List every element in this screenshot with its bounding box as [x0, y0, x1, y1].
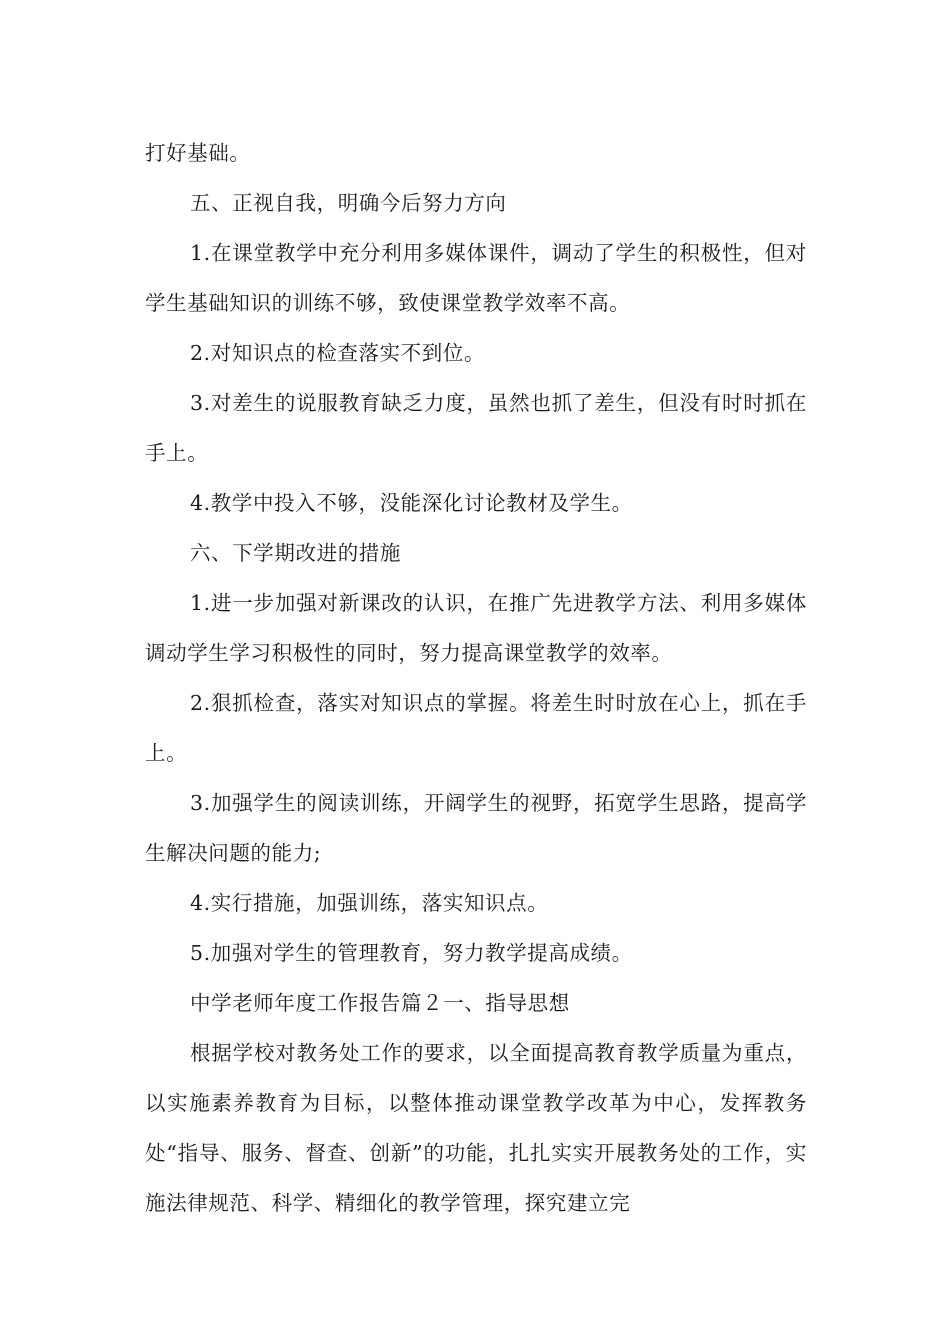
paragraph-9: 2.狠抓检查，落实对知识点的掌握。将差生时时放在心上，抓在手上。	[145, 691, 807, 765]
paragraph-10: 3.加强学生的阅读训练，开阔学生的视野，拓宽学生思路，提高学生解决问题的能力;	[145, 791, 807, 865]
section-heading-5: 五、正视自我，明确今后努力方向	[190, 191, 507, 215]
paragraph-3: 1.在课堂教学中充分利用多媒体课件，调动了学生的积极性，但对学生基础知识的训练不够，致使课堂教学效率不高。	[145, 241, 807, 315]
paragraph-4: 2.对知识点的检查落实不到位。	[190, 341, 486, 365]
paragraph-6: 4.教学中投入不够，没能深化讨论教材及学生。	[190, 491, 633, 515]
paragraph-1: 打好基础。	[145, 141, 251, 165]
paragraph-8: 1.进一步加强对新课改的认识，在推广先进教学方法、利用多媒体调动学生学习积极性的同时，努力提高课堂教学的效率。	[145, 591, 807, 665]
paragraph-11: 4.实行措施，加强训练，落实知识点。	[190, 891, 549, 915]
paragraph-5: 3.对差生的说服教育缺乏力度，虽然也抓了差生，但没有时时抓在手上。	[145, 391, 807, 465]
paragraph-12: 5.加强对学生的管理教育，努力教学提高成绩。	[190, 941, 633, 965]
report-title: 中学老师年度工作报告篇２一、指导思想	[190, 991, 570, 1015]
paragraph-14: 根据学校对教务处工作的要求，以全面提高教育教学质量为重点，以实施素养教育为目标，以整体推动课堂教学改革为中心，发挥教务处“指导、服务、督查、创新”的功能，扎扎实实开展教务处的工作，实施法律规范、科学、精细化的教学管理，探究建立完	[145, 1041, 807, 1215]
document-body	[145, 128, 807, 1228]
section-heading-6: 六、下学期改进的措施	[190, 541, 401, 565]
